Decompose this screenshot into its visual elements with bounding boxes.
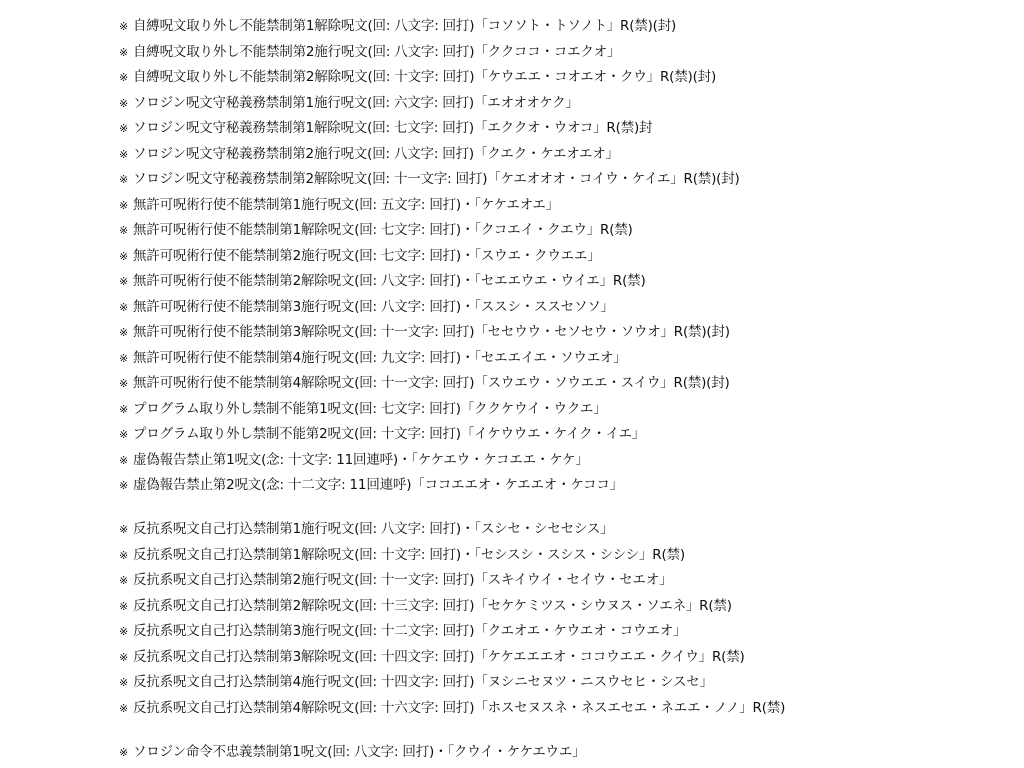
bullet-mark: ※ — [119, 198, 129, 212]
bullet-mark: ※ — [119, 701, 129, 715]
spell-line — [119, 670, 785, 696]
spell-line — [119, 295, 740, 321]
spell-text: 自縛呪文取り外し不能禁制第2施行呪文(回: 八文字: 回打)「ククココ・コエクオ」 — [133, 43, 621, 60]
spell-line — [119, 422, 740, 448]
bullet-mark: ※ — [119, 402, 129, 416]
spell-line — [119, 619, 785, 645]
bullet-mark: ※ — [119, 20, 129, 33]
spell-list-group-3 — [119, 740, 585, 766]
bullet-mark: ※ — [119, 676, 129, 689]
bullet-mark: ※ — [119, 574, 129, 587]
spell-line — [119, 91, 740, 117]
spell-text: 反抗系呪文自己打込禁制第2施行呪文(回: 十一文字: 回打)「スキイウイ・セイウ・セエオ」 — [133, 572, 673, 588]
spell-line — [119, 167, 740, 193]
spell-text: 無許可呪術行使不能禁制第2施行呪文(回: 七文字: 回打)・「スウエ・クウエエ」 — [133, 247, 601, 264]
spell-text: 反抗系呪文自己打込禁制第3解除呪文(回: 十四文字: 回打)「ケケエエエオ・ココウエエ・クイウ」R(禁) — [133, 648, 745, 665]
bullet-mark: ※ — [119, 71, 129, 84]
spell-text: ソロジン呪文守秘義務禁制第2施行呪文(回: 八文字: 回打)「クエク・ケエオエオ」 — [133, 145, 619, 162]
spell-line — [119, 269, 740, 295]
spell-line — [119, 193, 740, 219]
spell-line — [119, 568, 785, 594]
bullet-mark: ※ — [119, 599, 129, 613]
spell-line — [119, 594, 785, 620]
spell-line — [119, 142, 740, 168]
spell-text: 虚偽報告禁止第1呪文(念: 十文字: 11回連呼)・「ケケエウ・ケコエエ・ケケ」 — [133, 451, 589, 468]
spell-text: ソロジン呪文守秘義務禁制第1解除呪文(回: 七文字: 回打)「エククオ・ウオコ」R(禁)封 — [133, 120, 653, 136]
spell-text: 自縛呪文取り外し不能禁制第2解除呪文(回: 十文字: 回打)「ケウエエ・コオエオ・クウ」R(禁)(封) — [133, 69, 717, 85]
bullet-mark: ※ — [119, 173, 129, 186]
spell-text: 反抗系呪文自己打込禁制第3施行呪文(回: 十二文字: 回打)「クエオエ・ケウエオ・コウエオ」 — [133, 623, 687, 639]
spell-line — [119, 40, 740, 66]
bullet-mark: ※ — [119, 428, 129, 441]
spell-text: プログラム取り外し禁制不能第1呪文(回: 七文字: 回打)「ククケウイ・ウクエ」 — [133, 400, 607, 417]
bullet-mark: ※ — [119, 453, 129, 467]
spell-line — [119, 397, 740, 423]
spell-line — [119, 517, 785, 543]
bullet-mark: ※ — [119, 523, 129, 536]
spell-list-group-2 — [119, 517, 785, 721]
spell-text: 無許可呪術行使不能禁制第1施行呪文(回: 五文字: 回打)・「ケケエオエ」 — [133, 196, 560, 213]
spell-line — [119, 116, 740, 142]
bullet-mark: ※ — [119, 548, 129, 562]
bullet-mark: ※ — [119, 96, 129, 110]
spell-line — [119, 448, 740, 474]
spell-text: 虚偽報告禁止第2呪文(念: 十二文字: 11回連呼)「ココエエオ・ケエエオ・ケココ」 — [133, 477, 623, 493]
bullet-mark: ※ — [119, 326, 129, 339]
spell-line — [119, 645, 785, 671]
bullet-mark: ※ — [119, 275, 129, 288]
spell-text: 無許可呪術行使不能禁制第4施行呪文(回: 九文字: 回打)・「セエエイエ・ソウエオ」 — [133, 349, 627, 366]
bullet-mark: ※ — [119, 224, 129, 237]
bullet-mark: ※ — [119, 625, 129, 638]
spell-line — [119, 14, 740, 40]
bullet-mark: ※ — [119, 479, 129, 492]
spell-line — [119, 740, 585, 766]
spell-text: 無許可呪術行使不能禁制第1解除呪文(回: 七文字: 回打)・「クコエイ・クエウ」R(禁) — [133, 222, 633, 238]
bullet-mark: ※ — [119, 122, 129, 135]
spell-line — [119, 371, 740, 397]
spell-list-group-1 — [119, 14, 740, 499]
spell-text: 反抗系呪文自己打込禁制第4施行呪文(回: 十四文字: 回打)「ヌシニセヌツ・ニスウセヒ・シスセ」 — [133, 674, 713, 690]
spell-text: 反抗系呪文自己打込禁制第2解除呪文(回: 十三文字: 回打)「セケケミツス・シウヌス・ソエネ」R(禁) — [133, 597, 732, 614]
spell-text: ソロジン命令不忠義禁制第1呪文(回: 八文字: 回打)・「クウイ・ケケエウエ」 — [133, 744, 586, 760]
spell-text: 反抗系呪文自己打込禁制第1施行呪文(回: 八文字: 回打)・「スシセ・シセセシス」 — [133, 521, 614, 537]
spell-text: ソロジン呪文守秘義務禁制第1施行呪文(回: 六文字: 回打)「エオオオケク」 — [133, 94, 579, 111]
bullet-mark: ※ — [119, 746, 129, 759]
spell-line — [119, 696, 785, 722]
spell-line — [119, 218, 740, 244]
spell-text: 無許可呪術行使不能禁制第3解除呪文(回: 十一文字: 回打)「セセウウ・セソセウ・ソウオ」R(禁)(封) — [133, 324, 730, 340]
spell-text: 無許可呪術行使不能禁制第2解除呪文(回: 八文字: 回打)・「セエエウエ・ウイエ」R(禁) — [133, 273, 646, 289]
spell-line — [119, 473, 740, 499]
spell-text: ソロジン呪文守秘義務禁制第2解除呪文(回: 十一文字: 回打)「ケエオオオ・コイウ・ケイエ」R(禁)(封) — [133, 171, 740, 187]
spell-line — [119, 320, 740, 346]
spell-text: 反抗系呪文自己打込禁制第1解除呪文(回: 十文字: 回打)・「セシスシ・スシス・シシシ」R(禁) — [133, 546, 685, 563]
bullet-mark: ※ — [119, 147, 129, 161]
bullet-mark: ※ — [119, 650, 129, 664]
bullet-mark: ※ — [119, 377, 129, 390]
bullet-mark: ※ — [119, 249, 129, 263]
spell-line — [119, 543, 785, 569]
bullet-mark: ※ — [119, 45, 129, 59]
bullet-mark: ※ — [119, 300, 129, 314]
spell-text: 無許可呪術行使不能禁制第4解除呪文(回: 十一文字: 回打)「スウエウ・ソウエエ・スイウ」R(禁)(封) — [133, 375, 730, 391]
spell-line — [119, 346, 740, 372]
spell-line — [119, 65, 740, 91]
spell-line — [119, 244, 740, 270]
spell-text: 無許可呪術行使不能禁制第3施行呪文(回: 八文字: 回打)・「ススシ・ススセソソ」 — [133, 298, 614, 315]
spell-text: 自縛呪文取り外し不能禁制第1解除呪文(回: 八文字: 回打)「コソソト・トソノト」R(禁)(封) — [133, 18, 677, 34]
bullet-mark: ※ — [119, 351, 129, 365]
spell-text: 反抗系呪文自己打込禁制第4解除呪文(回: 十六文字: 回打)「ホスセヌスネ・ネスエセエ・ネエエ・ノノ」R(禁) — [133, 699, 786, 716]
spell-text: プログラム取り外し禁制不能第2呪文(回: 十文字: 回打)「イケウウエ・ケイク・イエ」 — [133, 426, 646, 442]
